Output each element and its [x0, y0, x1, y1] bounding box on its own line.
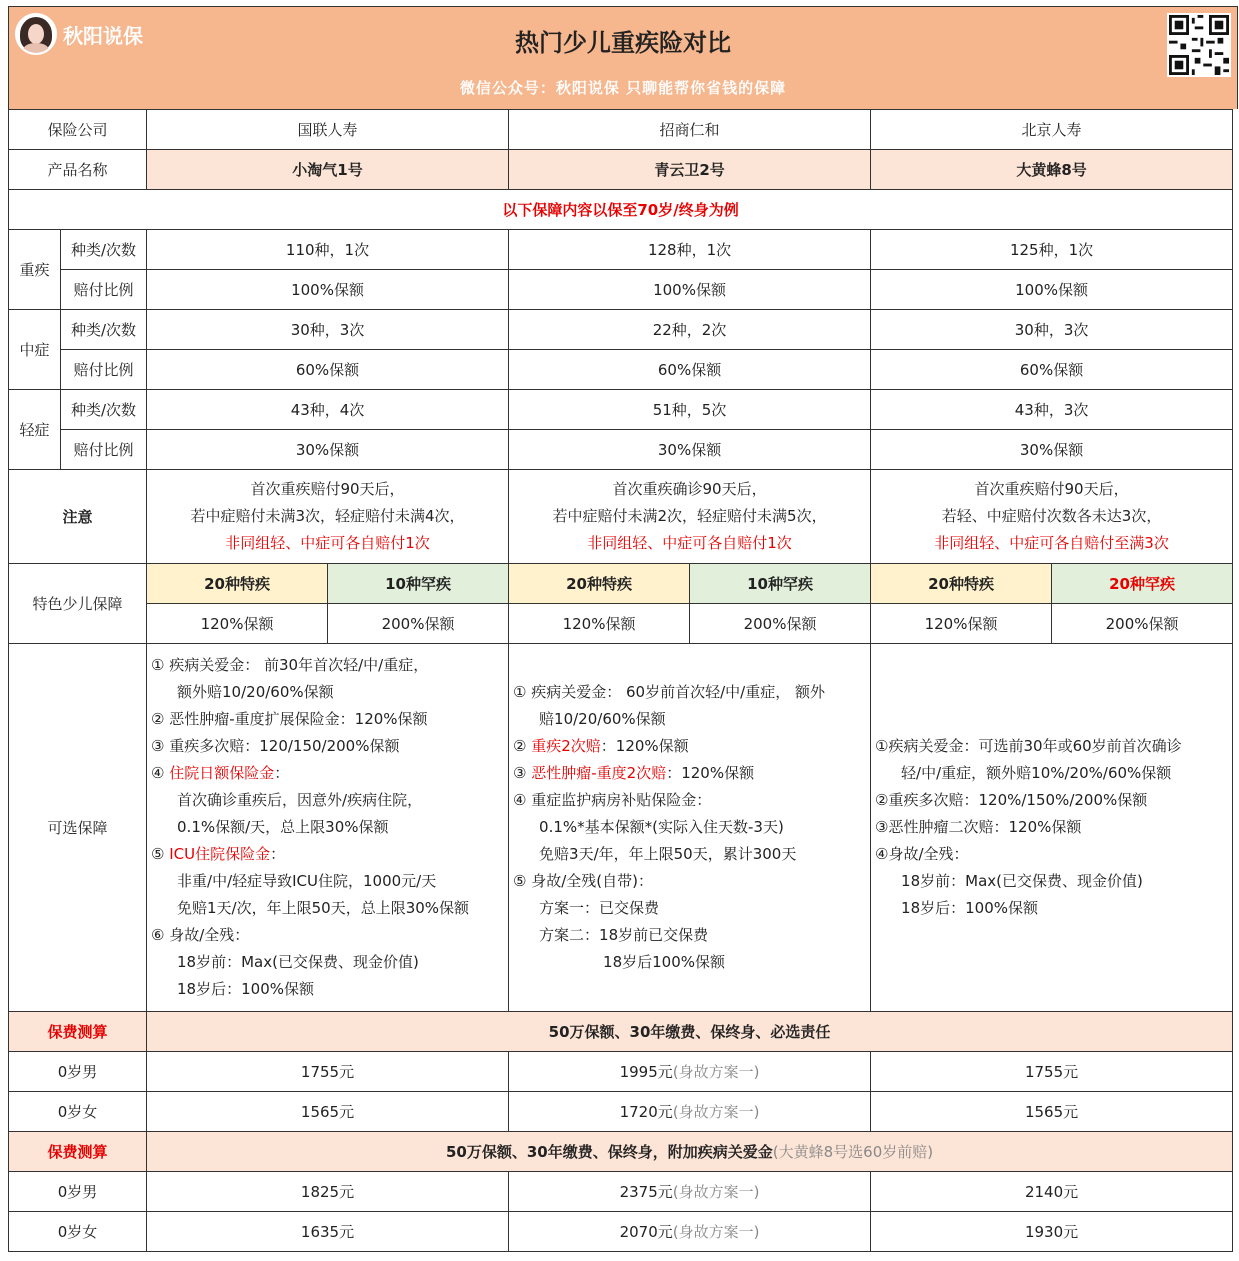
special-head: 20种特疾	[509, 564, 690, 604]
product-name: 大黄蜂8号	[871, 150, 1233, 190]
note-cell	[871, 470, 1233, 564]
optional-line: 18岁前：Max(已交保费、现金价值)	[177, 953, 419, 971]
moderate-type-row	[9, 310, 1233, 350]
premium-value: 1565元	[871, 1092, 1233, 1132]
special-head: 10种罕疾	[328, 564, 509, 604]
brand-name: 秋阳说保	[63, 23, 143, 48]
optional-line: ① 疾病关爱金： 60岁前首次轻/中/重症， 额外	[513, 683, 825, 701]
optional-line: 首次确诊重疾后，因意外/疾病住院，	[177, 791, 423, 809]
moderate-label: 中症	[9, 310, 61, 390]
note-line: 若中症赔付未满3次，轻症赔付未满4次，	[190, 507, 465, 525]
optional-line: ③恶性肿瘤二次赔：120%保额	[875, 818, 1082, 836]
company-name: 国联人寿	[147, 110, 509, 150]
premium-value: 1755元	[871, 1052, 1233, 1092]
optional-row	[9, 644, 1233, 1012]
optional-line: 0.1%*基本保额*(实际入住天数-3天)	[539, 818, 784, 836]
premium-row	[9, 1092, 1233, 1132]
mild-ratio-row	[9, 430, 1233, 470]
optional-line: 额外赔10/20/60%保额	[177, 683, 334, 701]
optional-line: ④身故/全残：	[875, 845, 969, 863]
critical-type-value: 110种，1次	[147, 230, 509, 270]
company-row	[9, 110, 1233, 150]
premium-value: 1755元	[147, 1052, 509, 1092]
critical-type-row	[9, 230, 1233, 270]
optional-cell	[509, 644, 871, 1012]
special-value: 200%保额	[328, 604, 509, 644]
special-value: 120%保额	[509, 604, 690, 644]
mild-type-value: 43种，3次	[871, 390, 1233, 430]
page-title: 热门少儿重疾险对比	[515, 29, 731, 57]
optional-line: 方案二：18岁前已交保费	[539, 926, 709, 944]
optional-line: ③ 恶性肿瘤-重度2次赔：120%保额	[513, 764, 755, 782]
optional-line: 18岁后100%保额	[603, 953, 726, 971]
moderate-ratio-row	[9, 350, 1233, 390]
special-value: 120%保额	[147, 604, 328, 644]
special-value: 200%保额	[1052, 604, 1233, 644]
optional-line: 轻/中/重症，额外赔10%/20%/60%保额	[901, 764, 1172, 782]
moderate-type-value: 30种，3次	[871, 310, 1233, 350]
optional-line: ②重疾多次赔：120%/150%/200%保额	[875, 791, 1148, 809]
critical-ratio-value: 100%保额	[147, 270, 509, 310]
premium-row-label: 0岁男	[9, 1172, 147, 1212]
premium-value: 1635元	[147, 1212, 509, 1252]
note-line: 首次重疾确诊90天后，	[612, 480, 767, 498]
critical-ratio-value: 100%保额	[509, 270, 871, 310]
mild-label: 轻症	[9, 390, 61, 470]
special-label: 特色少儿保障	[9, 564, 147, 644]
special-head: 10种罕疾	[690, 564, 871, 604]
moderate-ratio-value: 60%保额	[871, 350, 1233, 390]
optional-line: ①疾病关爱金：可选前30年或60岁前首次确诊	[875, 737, 1182, 755]
optional-line: 18岁后：100%保额	[177, 980, 314, 998]
optional-line: 非重/中/轻症导致ICU住院，1000元/天	[177, 872, 437, 890]
special-value: 200%保额	[690, 604, 871, 644]
premium-row-label: 0岁女	[9, 1212, 147, 1252]
product-name: 小淘气1号	[147, 150, 509, 190]
optional-line: 0.1%保额/天，总上限30%保额	[177, 818, 389, 836]
mild-type-row	[9, 390, 1233, 430]
note-cell	[509, 470, 871, 564]
type-label: 种类/次数	[61, 390, 147, 430]
ratio-label: 赔付比例	[61, 350, 147, 390]
optional-line: ③ 重疾多次赔：120/150/200%保额	[151, 737, 400, 755]
special-value-row	[9, 604, 1233, 644]
note-line: 若中症赔付未满2次，轻症赔付未满5次，	[552, 507, 827, 525]
optional-line: 18岁前：Max(已交保费、现金价值)	[901, 872, 1143, 890]
optional-line: ② 恶性肿瘤-重度扩展保险金：120%保额	[151, 710, 428, 728]
note-line: 首次重疾赔付90天后，	[250, 480, 405, 498]
special-value: 120%保额	[871, 604, 1052, 644]
premium-row	[9, 1212, 1233, 1252]
optional-line: ① 疾病关爱金： 前30年首次轻/中/重症，	[151, 656, 429, 674]
optional-line: 方案一：已交保费	[539, 899, 660, 917]
optional-line: ⑤ ICU住院保险金：	[151, 845, 286, 863]
optional-cell	[871, 644, 1233, 1012]
premium-row	[9, 1172, 1233, 1212]
moderate-ratio-value: 60%保额	[509, 350, 871, 390]
product-row	[9, 150, 1233, 190]
special-head-row	[9, 564, 1233, 604]
note-line: 首次重疾赔付90天后，	[974, 480, 1129, 498]
premium-row-label: 0岁男	[9, 1052, 147, 1092]
premium-value: 1825元	[147, 1172, 509, 1212]
optional-cell	[147, 644, 509, 1012]
comparison-table	[8, 109, 1233, 1252]
premium-label: 保费测算	[9, 1012, 147, 1052]
company-label: 保险公司	[9, 110, 147, 150]
premium-desc: 50万保额、30年缴费、保终身、必选责任	[147, 1012, 1233, 1052]
notes-row	[9, 470, 1233, 564]
optional-line: ④ 住院日额保险金：	[151, 764, 290, 782]
notice-row	[9, 190, 1233, 230]
note-highlight: 非同组轻、中症可各自赔付1次	[587, 534, 792, 552]
qr-code-icon	[1167, 13, 1231, 77]
ratio-label: 赔付比例	[61, 270, 147, 310]
notes-label: 注意	[9, 470, 147, 564]
premium-label: 保费测算	[9, 1132, 147, 1172]
critical-label: 重疾	[9, 230, 61, 310]
optional-line: ⑤ 身故/全残(自带)：	[513, 872, 654, 890]
moderate-type-value: 30种，3次	[147, 310, 509, 350]
premium-value: 1565元	[147, 1092, 509, 1132]
premium-header-row	[9, 1132, 1233, 1172]
special-head: 20种罕疾	[1052, 564, 1233, 604]
mild-ratio-value: 30%保额	[147, 430, 509, 470]
moderate-type-value: 22种，2次	[509, 310, 871, 350]
premium-value: 2070元(身故方案一)	[509, 1212, 871, 1252]
header-banner	[8, 6, 1238, 109]
note-cell	[147, 470, 509, 564]
mild-ratio-value: 30%保额	[871, 430, 1233, 470]
premium-desc: 50万保额、30年缴费、保终身，附加疾病关爱金(大黄蜂8号选60岁前赔)	[147, 1132, 1233, 1172]
premium-value: 1930元	[871, 1212, 1233, 1252]
type-label: 种类/次数	[61, 230, 147, 270]
critical-type-value: 125种，1次	[871, 230, 1233, 270]
premium-value: 2375元(身故方案一)	[509, 1172, 871, 1212]
notice-text: 以下保障内容以保至70岁/终身为例	[9, 190, 1233, 230]
critical-ratio-value: 100%保额	[871, 270, 1233, 310]
ratio-label: 赔付比例	[61, 430, 147, 470]
optional-line: 免赔3天/年，年上限50天，累计300天	[539, 845, 797, 863]
type-label: 种类/次数	[61, 310, 147, 350]
premium-row-label: 0岁女	[9, 1092, 147, 1132]
page-subtitle: 微信公众号：秋阳说保 只聊能帮你省钱的保障	[459, 79, 787, 97]
special-head: 20种特疾	[147, 564, 328, 604]
premium-value: 1995元(身故方案一)	[509, 1052, 871, 1092]
optional-line: 赔10/20/60%保额	[539, 710, 666, 728]
moderate-ratio-value: 60%保额	[147, 350, 509, 390]
critical-ratio-row	[9, 270, 1233, 310]
mild-type-value: 43种，4次	[147, 390, 509, 430]
product-label: 产品名称	[9, 150, 147, 190]
optional-line: 免赔1天/次，年上限50天，总上限30%保额	[177, 899, 470, 917]
special-head: 20种特疾	[871, 564, 1052, 604]
mild-type-value: 51种，5次	[509, 390, 871, 430]
company-name: 招商仁和	[509, 110, 871, 150]
note-highlight: 非同组轻、中症可各自赔付至满3次	[934, 534, 1169, 552]
note-line: 若轻、中症赔付次数各未达3次，	[941, 507, 1162, 525]
company-name: 北京人寿	[871, 110, 1233, 150]
optional-label: 可选保障	[9, 644, 147, 1012]
product-name: 青云卫2号	[509, 150, 871, 190]
premium-value: 1720元(身故方案一)	[509, 1092, 871, 1132]
optional-line: ② 重疾2次赔：120%保额	[513, 737, 689, 755]
premium-header-row	[9, 1012, 1233, 1052]
optional-line: ④ 重症监护病房补贴保险金：	[513, 791, 712, 809]
premium-row	[9, 1052, 1233, 1092]
premium-value: 2140元	[871, 1172, 1233, 1212]
optional-line: 18岁后：100%保额	[901, 899, 1039, 917]
note-highlight: 非同组轻、中症可各自赔付1次	[225, 534, 430, 552]
mild-ratio-value: 30%保额	[509, 430, 871, 470]
comparison-page	[8, 6, 1238, 1252]
critical-type-value: 128种，1次	[509, 230, 871, 270]
optional-line: ⑥ 身故/全残：	[151, 926, 250, 944]
